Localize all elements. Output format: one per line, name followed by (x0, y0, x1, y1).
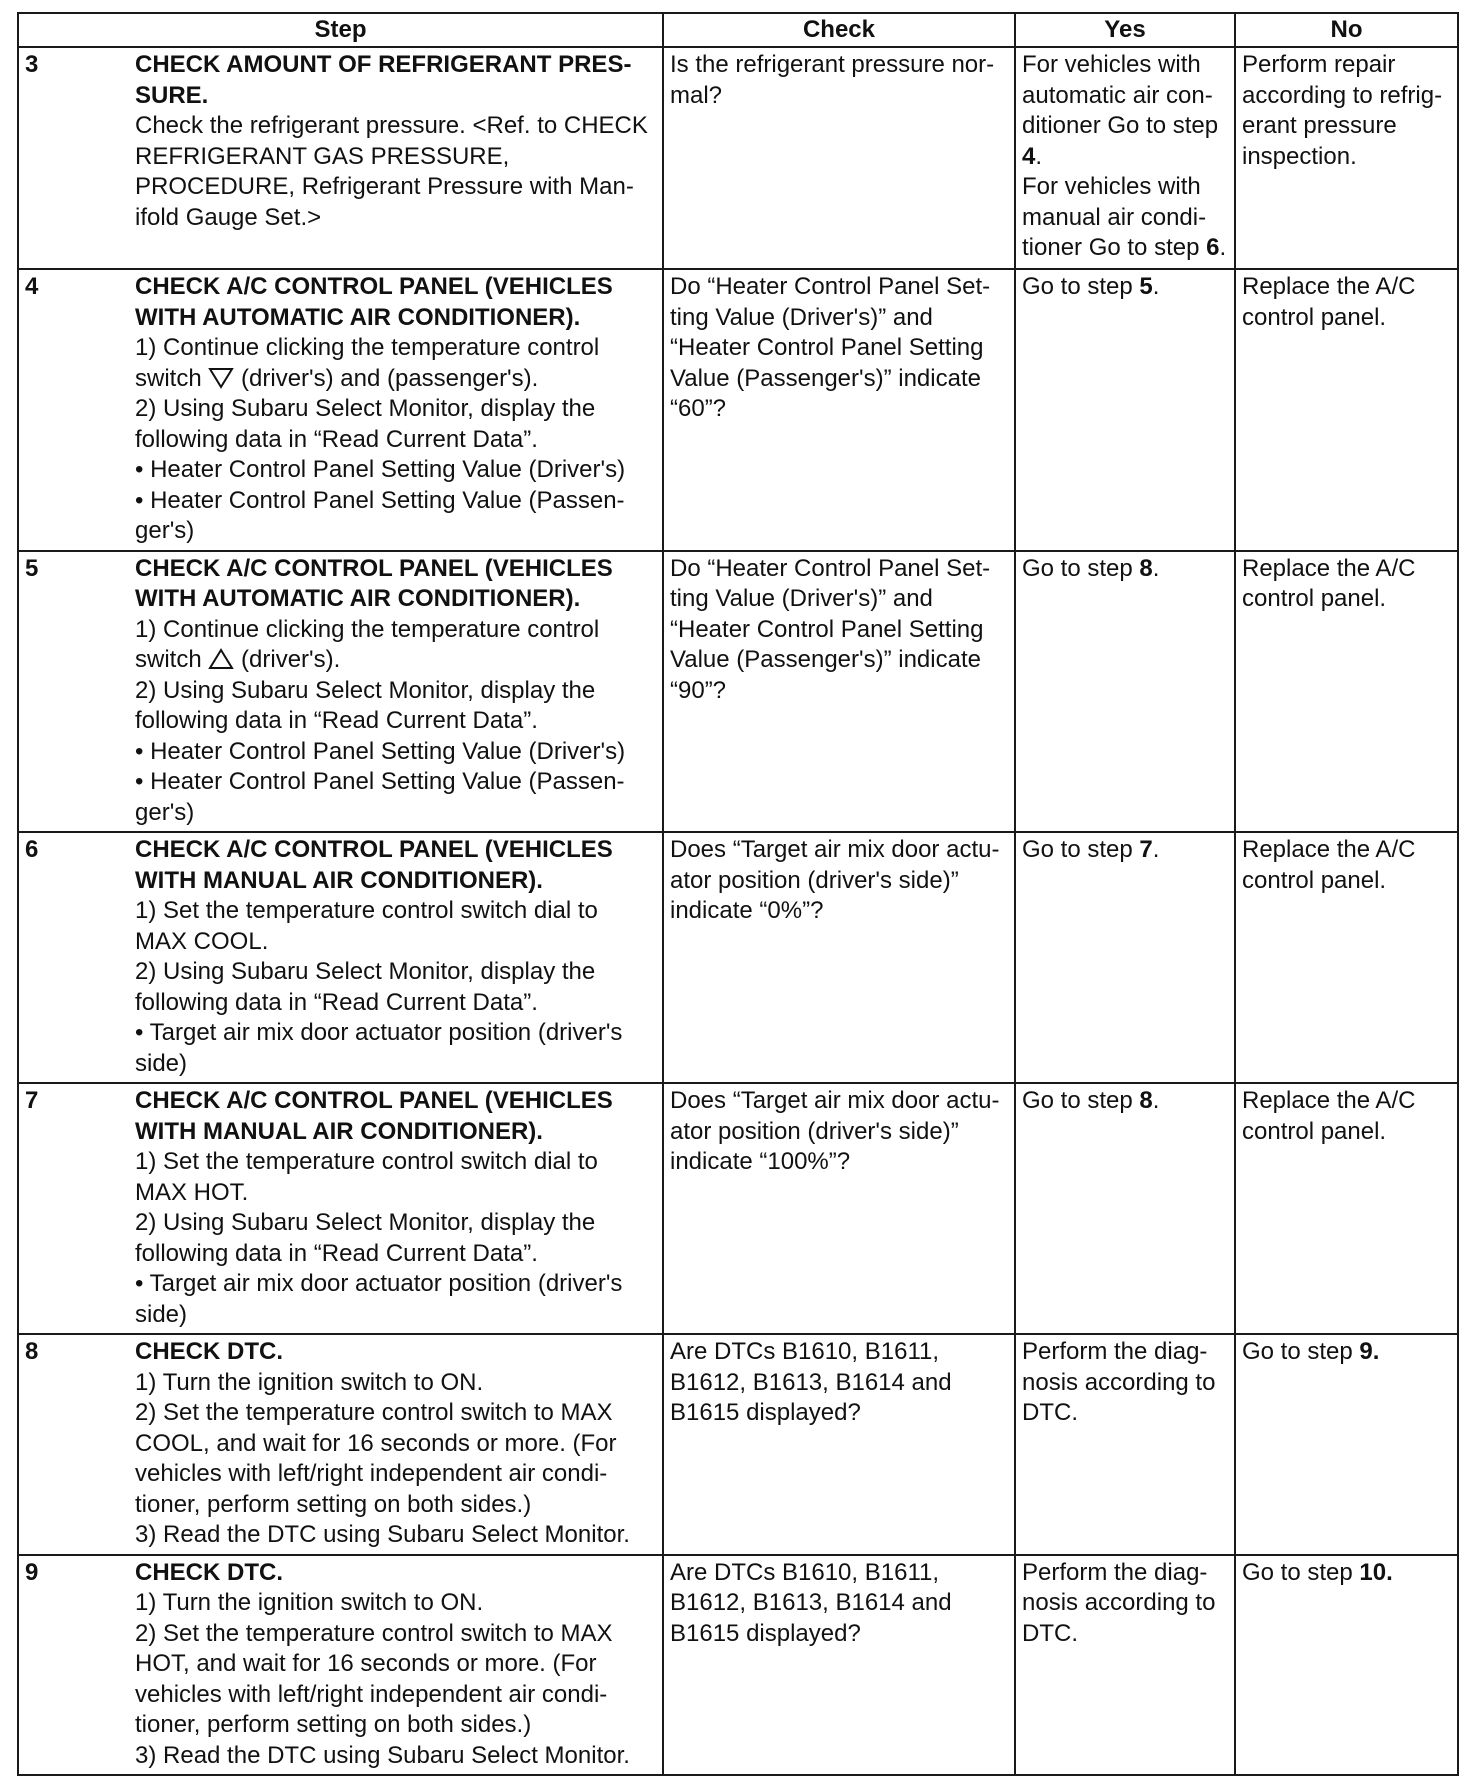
yes-text: For vehicles with automatic air con-ditioner Go to step (1022, 51, 1219, 139)
yes-step-number: 8 (1139, 554, 1153, 582)
step-title: CHECK DTC. (135, 1338, 283, 1365)
no-cell: Perform repair according to refrig-erant pressure inspection. (1235, 47, 1458, 269)
table-row (18, 269, 1458, 551)
step-cell (18, 551, 663, 833)
table-row (18, 47, 1458, 269)
table-row (18, 1083, 1458, 1334)
step-bullet: • Target air mix door actuator position (driver's side) (135, 1270, 623, 1328)
step-instruction: Check the refrigerant pressure. <Ref. to CHECK REFRIGERANT GAS PRESSURE, PROCEDURE, Refrigerant Pressure with Man-ifold Gauge Set.> (135, 112, 648, 231)
step-instruction: 2) Using Subaru Select Monitor, display the following data in “Read Current Data”. (135, 395, 596, 453)
check-cell: Do “Heater Control Panel Set-ting Value (Driver's)” and “Heater Control Panel Setting Value (Passenger's)” indicate “60”? (663, 269, 1015, 551)
step-cell (18, 47, 663, 269)
table-row (18, 832, 1458, 1083)
table-row (18, 551, 1458, 833)
yes-cell: Perform the diag-nosis according to DTC. (1015, 1334, 1235, 1555)
yes-step-number: 7 (1139, 836, 1153, 863)
step-number: 7 (25, 1087, 39, 1114)
yes-cell: Go to step 8. (1015, 551, 1235, 833)
step-instruction: 1) Turn the ignition switch to ON. (135, 1589, 484, 1616)
no-cell: Replace the A/C control panel. (1235, 1083, 1458, 1334)
yes-cell: Go to step 5. (1015, 269, 1235, 551)
step-title: CHECK A/C CONTROL PANEL (VEHICLES WITH MANUAL AIR CONDITIONER). (135, 836, 613, 894)
step-instruction: 2) Using Subaru Select Monitor, display the following data in “Read Current Data”. (135, 1209, 596, 1267)
yes-text: . (1219, 234, 1227, 261)
step-cell (18, 832, 663, 1083)
step-title: CHECK AMOUNT OF REFRIGERANT PRES-SURE. (135, 51, 632, 109)
step-instruction: 2) Set the temperature control switch to MAX COOL, and wait for 16 seconds or more. (For vehicles with left/right independent air condi-tioner, perform setting on both sides.) (135, 1399, 617, 1518)
step-instruction: 3) Read the DTC using Subaru Select Monitor. (135, 1741, 630, 1769)
table-row (18, 1555, 1458, 1776)
step-instruction: 1) Continue clicking the temperature control switch (driver's). (135, 615, 600, 673)
step-number: 8 (25, 1338, 39, 1365)
no-step-number: 10 (1359, 1558, 1387, 1586)
step-bullet: • Target air mix door actuator position (driver's side) (135, 1019, 623, 1077)
header-check: Check (663, 13, 1015, 47)
step-bullet: • Heater Control Panel Setting Value (Passen-ger's) (135, 768, 625, 826)
no-cell: Replace the A/C control panel. (1235, 269, 1458, 551)
yes-text: . (1035, 142, 1043, 170)
no-step-number: 9 (1359, 1338, 1373, 1365)
check-cell: Are DTCs B1610, B1611, B1612, B1613, B1614 and B1615 displayed? (663, 1334, 1015, 1555)
check-cell: Are DTCs B1610, B1611, B1612, B1613, B1614 and B1615 displayed? (663, 1555, 1015, 1776)
yes-step-number: 8 (1139, 1087, 1153, 1114)
yes-text: For vehicles with manual air condi-tioner Go to step (1022, 173, 1207, 261)
no-cell: Replace the A/C control panel. (1235, 551, 1458, 833)
up-triangle-icon (208, 648, 234, 670)
diagnosis-table (17, 12, 1459, 1776)
header-row (18, 13, 1458, 47)
check-cell: Does “Target air mix door actu-ator position (driver's side)” indicate “0%”? (663, 832, 1015, 1083)
step-instruction: 1) Set the temperature control switch dial to MAX COOL. (135, 897, 598, 955)
step-title: CHECK A/C CONTROL PANEL (VEHICLES WITH AUTOMATIC AIR CONDITIONER). (135, 273, 613, 331)
step-number: 4 (25, 273, 39, 300)
step-instruction: 2) Set the temperature control switch to MAX HOT, and wait for 16 seconds or more. (For vehicles with left/right independent air condi-tioner, perform setting on both sides.) (135, 1619, 613, 1738)
step-cell (18, 1334, 663, 1555)
check-cell: Do “Heater Control Panel Set-ting Value (Driver's)” and “Heater Control Panel Setting Value (Passenger's)” indicate “90”? (663, 551, 1015, 833)
step-instruction: 1) Continue clicking the temperature control switch (driver's) and (passenger's). (135, 334, 600, 392)
yes-cell (1015, 47, 1235, 269)
yes-cell: Go to step 8. (1015, 1083, 1235, 1334)
header-yes: Yes (1015, 13, 1235, 47)
step-number: 6 (25, 836, 39, 863)
step-number: 5 (25, 554, 39, 582)
no-cell: Go to step 10. (1235, 1555, 1458, 1776)
step-title: CHECK A/C CONTROL PANEL (VEHICLES WITH MANUAL AIR CONDITIONER). (135, 1087, 613, 1145)
step-instruction: 1) Set the temperature control switch dial to MAX HOT. (135, 1148, 598, 1206)
step-instruction: 2) Using Subaru Select Monitor, display the following data in “Read Current Data”. (135, 676, 596, 734)
step-cell (18, 1083, 663, 1334)
yes-cell: Perform the diag-nosis according to DTC. (1015, 1555, 1235, 1776)
step-bullet: • Heater Control Panel Setting Value (Driver's) (135, 456, 626, 483)
header-no: No (1235, 13, 1458, 47)
step-number: 9 (25, 1558, 39, 1586)
step-cell (18, 269, 663, 551)
check-cell: Is the refrigerant pressure nor-mal? (663, 47, 1015, 269)
step-title: CHECK DTC. (135, 1558, 283, 1586)
yes-step-number: 4 (1022, 142, 1036, 170)
step-cell (18, 1555, 663, 1776)
yes-cell: Go to step 7. (1015, 832, 1235, 1083)
check-cell: Does “Target air mix door actu-ator position (driver's side)” indicate “100%”? (663, 1083, 1015, 1334)
step-instruction: 2) Using Subaru Select Monitor, display the following data in “Read Current Data”. (135, 958, 596, 1016)
no-cell: Replace the A/C control panel. (1235, 832, 1458, 1083)
step-instruction: 3) Read the DTC using Subaru Select Monitor. (135, 1521, 630, 1548)
step-instruction: 1) Turn the ignition switch to ON. (135, 1368, 484, 1396)
step-bullet: • Heater Control Panel Setting Value (Passen-ger's) (135, 486, 625, 544)
header-step: Step (18, 13, 663, 47)
step-title: CHECK A/C CONTROL PANEL (VEHICLES WITH AUTOMATIC AIR CONDITIONER). (135, 554, 613, 612)
yes-step-number: 5 (1139, 273, 1153, 300)
step-bullet: • Heater Control Panel Setting Value (Driver's) (135, 737, 626, 765)
down-triangle-icon (208, 367, 234, 389)
no-cell: Go to step 9. (1235, 1334, 1458, 1555)
table-row (18, 1334, 1458, 1555)
yes-step-number: 6 (1206, 234, 1220, 261)
step-number: 3 (25, 51, 39, 78)
